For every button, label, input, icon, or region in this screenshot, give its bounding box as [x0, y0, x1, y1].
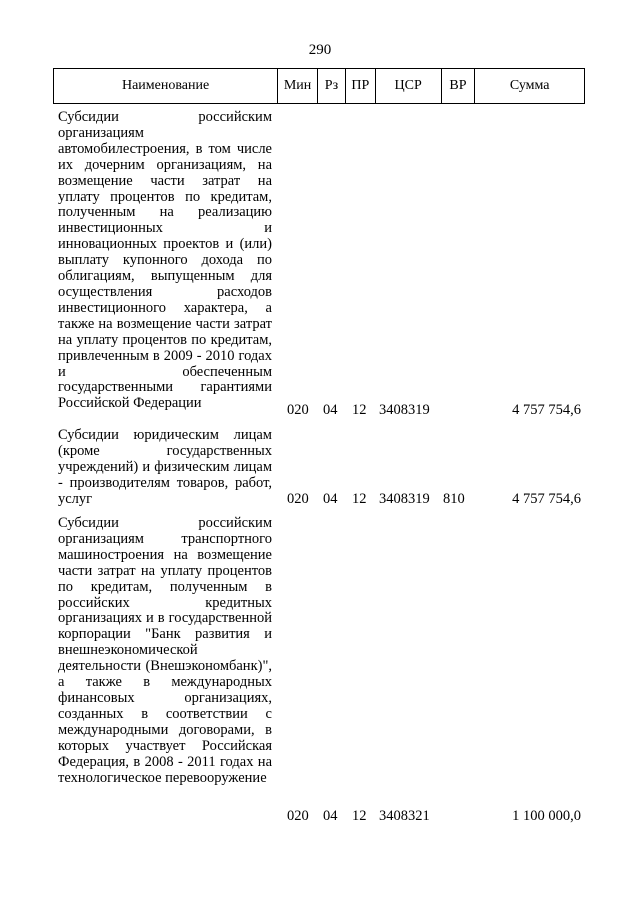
header-name: Наименование	[121, 78, 210, 93]
row-sum: 4 757 754,6	[512, 402, 581, 418]
header-rz: Рз	[317, 69, 345, 103]
header-vr: ВР	[441, 69, 475, 103]
header-sum: Сумма	[474, 69, 584, 103]
header-min: Мин	[277, 69, 317, 103]
row-rz: 04	[323, 491, 338, 507]
row-name: Субсидии российским организациям автомобилестроения, в том числе их дочерним организациям, на возмещение части затрат на уплату процентов по кредитам, полученным на реализацию инвестиционных и инновационных проектов и (или) выплату купонного дохода по облигациям, выпущенным для осуществления расходов инвестиционного характера, а также на возмещение части затрат на уплату процентов по кредитам, привлеченным в 2009 - 2010 годах и обеспеченным государственными гарантиями Российской Федерации	[58, 109, 272, 412]
row-sum: 4 757 754,6	[512, 491, 581, 507]
row-rz: 04	[323, 402, 338, 418]
row-min: 020	[287, 808, 309, 824]
row-csr: 3408319	[379, 491, 430, 507]
row-sum: 1 100 000,0	[512, 808, 581, 824]
row-min: 020	[287, 491, 309, 507]
header-pr: ПР	[345, 69, 375, 103]
row-pr: 12	[352, 491, 367, 507]
row-name: Субсидии российским организациям транспортного машиностроения на возмещение части затрат на уплату процентов по кредитам, полученным в российских кредитных организациях и в государственной корпорации "Банк развития и внешнеэкономической деятельности (Внешэкономбанк)", а также в международных финансовых организациях, созданных в соответствии с международными договорами, в которых участвует Российская Федерация, в 2008 - 2011 годах на технологическое перевооружение	[58, 515, 272, 786]
header-csr: ЦСР	[375, 69, 441, 103]
row-csr: 3408321	[379, 808, 430, 824]
row-pr: 12	[352, 808, 367, 824]
page-number: 290	[308, 42, 332, 58]
row-rz: 04	[323, 808, 338, 824]
row-csr: 3408319	[379, 402, 430, 418]
row-min: 020	[287, 402, 309, 418]
row-name: Субсидии юридическим лицам (кроме государственных учреждений) и физическим лицам - производителям товаров, работ, услуг	[58, 427, 272, 507]
table-header	[53, 68, 585, 104]
row-vr: 810	[443, 491, 465, 507]
row-pr: 12	[352, 402, 367, 418]
